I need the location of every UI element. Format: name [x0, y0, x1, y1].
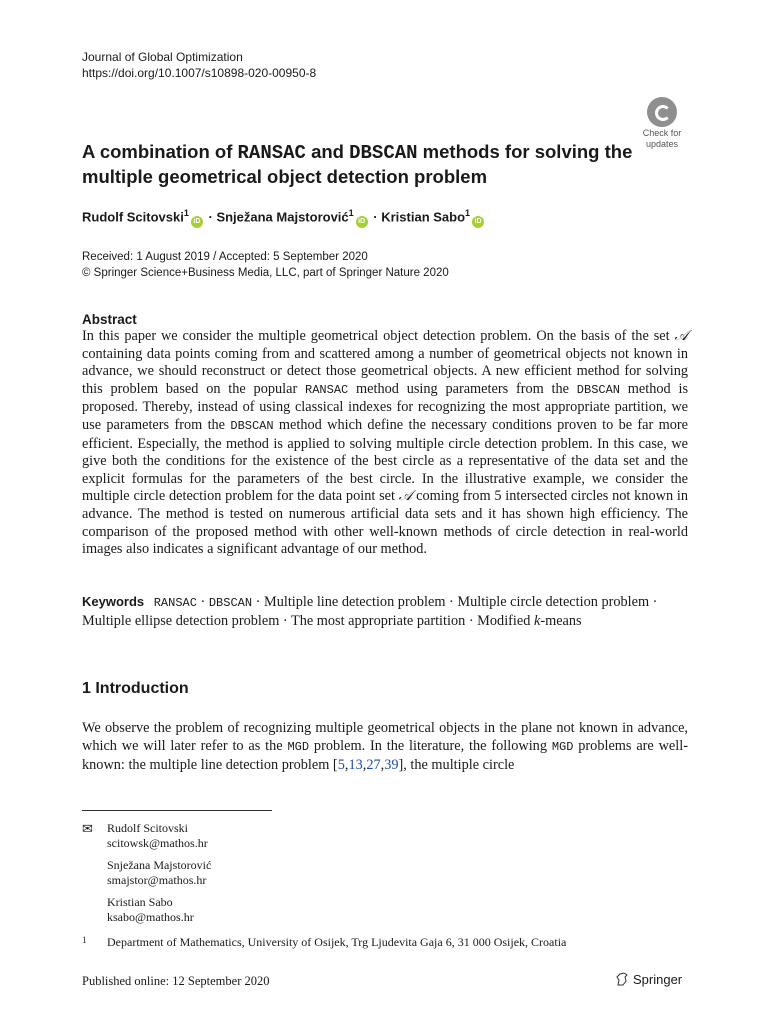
set-a-symbol: 𝒜	[674, 328, 688, 344]
author-separator: ·	[369, 209, 382, 225]
author-affiliation-sup: 1	[465, 208, 471, 218]
intro-text: problem. In the literature, the following	[309, 738, 552, 754]
orcid-icon[interactable]: iD	[472, 216, 484, 228]
section-heading-introduction: 1 Introduction	[82, 680, 189, 697]
journal-name: Journal of Global Optimization	[82, 50, 243, 64]
keyword-k: k	[533, 613, 541, 629]
publisher-name: Springer	[633, 972, 683, 987]
abstract-section	[82, 312, 688, 559]
received-accepted: Received: 1 August 2019 / Accepted: 5 September 2020	[82, 251, 368, 263]
title-dbscan: DBSCAN	[349, 142, 418, 164]
author-list	[82, 208, 486, 228]
keyword-ransac: RANSAC	[153, 596, 197, 610]
keyword-separator: ·	[252, 594, 264, 610]
keyword-list: Multiple line detection problem · Multiple circle detection problem · Multiple ellipse detection problem · The most appropriate partition · Modified	[82, 594, 658, 629]
abstract-text: coming from 5 intersected circles not known in advance. The method is tested on numerous artificial data sets and it has shown high efficiency. The comparison of the proposed method with other well-known methods of circle detection in real-world images also indicates a significant advantage of our method.	[82, 488, 688, 558]
contact-entry	[107, 895, 211, 925]
author-name[interactable]: Kristian Sabo	[381, 209, 466, 225]
check-updates-icon	[647, 97, 677, 127]
citation-link[interactable]: 5	[337, 757, 345, 773]
affiliation-footnote	[82, 933, 566, 950]
affiliation-text: Department of Mathematics, University of Osijek, Trg Ljudevita Gaja 6, 31 000 Osijek, Croatia	[107, 935, 567, 949]
publication-dates	[82, 249, 449, 281]
publisher-logo	[615, 972, 682, 987]
contact-name: Rudolf Scitovski	[107, 821, 189, 835]
orcid-icon[interactable]: iD	[356, 216, 368, 228]
citation-separator: ,	[344, 757, 349, 773]
author-affiliation-sup: 1	[348, 208, 354, 218]
springer-horse-icon	[615, 972, 629, 986]
set-a-symbol: 𝒜	[398, 488, 413, 505]
intro-mgd: MGD	[287, 740, 310, 754]
abstract-ransac: RANSAC	[305, 382, 349, 397]
abstract-text: method using parameters from the	[348, 380, 577, 397]
intro-text: We observe the problem of recognizing multiple geometrical objects in the plane not known in advance, which we will later refer to as the	[82, 720, 688, 754]
title-ransac: RANSAC	[237, 142, 306, 164]
contact-name: Snježana Majstorović	[107, 858, 212, 872]
abstract-text: method is proposed. Thereby, instead of using classical indexes for recognizing the most appropriate partition, we use parameters from the	[82, 380, 689, 433]
introduction-body	[82, 719, 688, 774]
author-separator: ·	[204, 209, 217, 225]
affiliation-number: 1	[82, 935, 87, 945]
corresponding-authors	[82, 821, 211, 932]
abstract-text: containing data points coming from and scattered among a number of geometrical objects not known in advance, we should reconstruct or detect those geometrical objects. A new efficient method for solving this problem based on the popular	[82, 345, 688, 397]
keyword-separator: ·	[196, 594, 209, 610]
title-text: A combination of	[82, 141, 238, 162]
check-updates-label-1: Check for	[642, 128, 682, 138]
contact-email[interactable]: scitowsk@mathos.hr	[107, 836, 208, 850]
author-name[interactable]: Snježana Majstorović	[216, 209, 349, 225]
contact-name: Kristian Sabo	[107, 895, 173, 909]
abstract-dbscan: DBSCAN	[576, 382, 621, 397]
keyword-means: -means	[540, 613, 582, 629]
keyword-dbscan: DBSCAN	[208, 596, 253, 610]
published-online: Published online: 12 September 2020	[82, 974, 270, 988]
intro-text: ], the multiple circle	[398, 757, 515, 773]
intro-mgd: MGD	[551, 740, 574, 754]
envelope-icon: ✉	[82, 821, 93, 836]
journal-header	[82, 49, 316, 81]
title-text: and	[305, 141, 350, 162]
check-for-updates-badge[interactable]	[636, 97, 688, 149]
contact-entry	[107, 858, 211, 888]
citation-separator: ,	[380, 757, 385, 773]
citation-link[interactable]: 27	[366, 757, 381, 773]
keywords-label: Keywords	[82, 594, 145, 609]
abstract-dbscan: DBSCAN	[230, 418, 274, 433]
citation-separator: ,	[362, 757, 367, 773]
doi-link[interactable]: https://doi.org/10.1007/s10898-020-00950-8	[82, 66, 317, 80]
abstract-text: In this paper we consider the multiple geometrical object detection problem. On the basis of the set	[82, 328, 675, 344]
copyright: © Springer Science+Business Media, LLC, part of Springer Nature 2020	[82, 267, 449, 279]
abstract-text: method which define the necessary conditions proven to be far more efficient. Especially, the method is applied to solving multiple circle detection problem. In this case, we give both the conditions for the existence of the best circle as a representative of the data set and the explicit formulas for the parameters of the best circle. In the illustrative example, we consider the multiple circle detection problem for the data point set	[82, 416, 688, 505]
author-affiliation-sup: 1	[183, 208, 189, 218]
orcid-icon[interactable]: iD	[191, 216, 203, 228]
abstract-body	[82, 328, 688, 559]
contact-entry	[107, 821, 211, 851]
abstract-heading: Abstract	[82, 312, 137, 327]
contact-email[interactable]: ksabo@mathos.hr	[107, 910, 194, 924]
paper-title	[82, 140, 642, 188]
title-text: methods for solving the multiple geometrical object detection problem	[82, 141, 633, 187]
contact-email[interactable]: smajstor@mathos.hr	[107, 873, 207, 887]
keywords-section	[82, 593, 688, 630]
check-updates-label-2: updates	[645, 139, 679, 149]
author-name[interactable]: Rudolf Scitovski	[82, 209, 184, 225]
citation-link[interactable]: 13	[348, 757, 363, 773]
intro-text: problems are well-known: the multiple line detection problem [	[82, 738, 688, 773]
footnote-divider	[82, 810, 272, 811]
citation-link[interactable]: 39	[384, 757, 399, 773]
